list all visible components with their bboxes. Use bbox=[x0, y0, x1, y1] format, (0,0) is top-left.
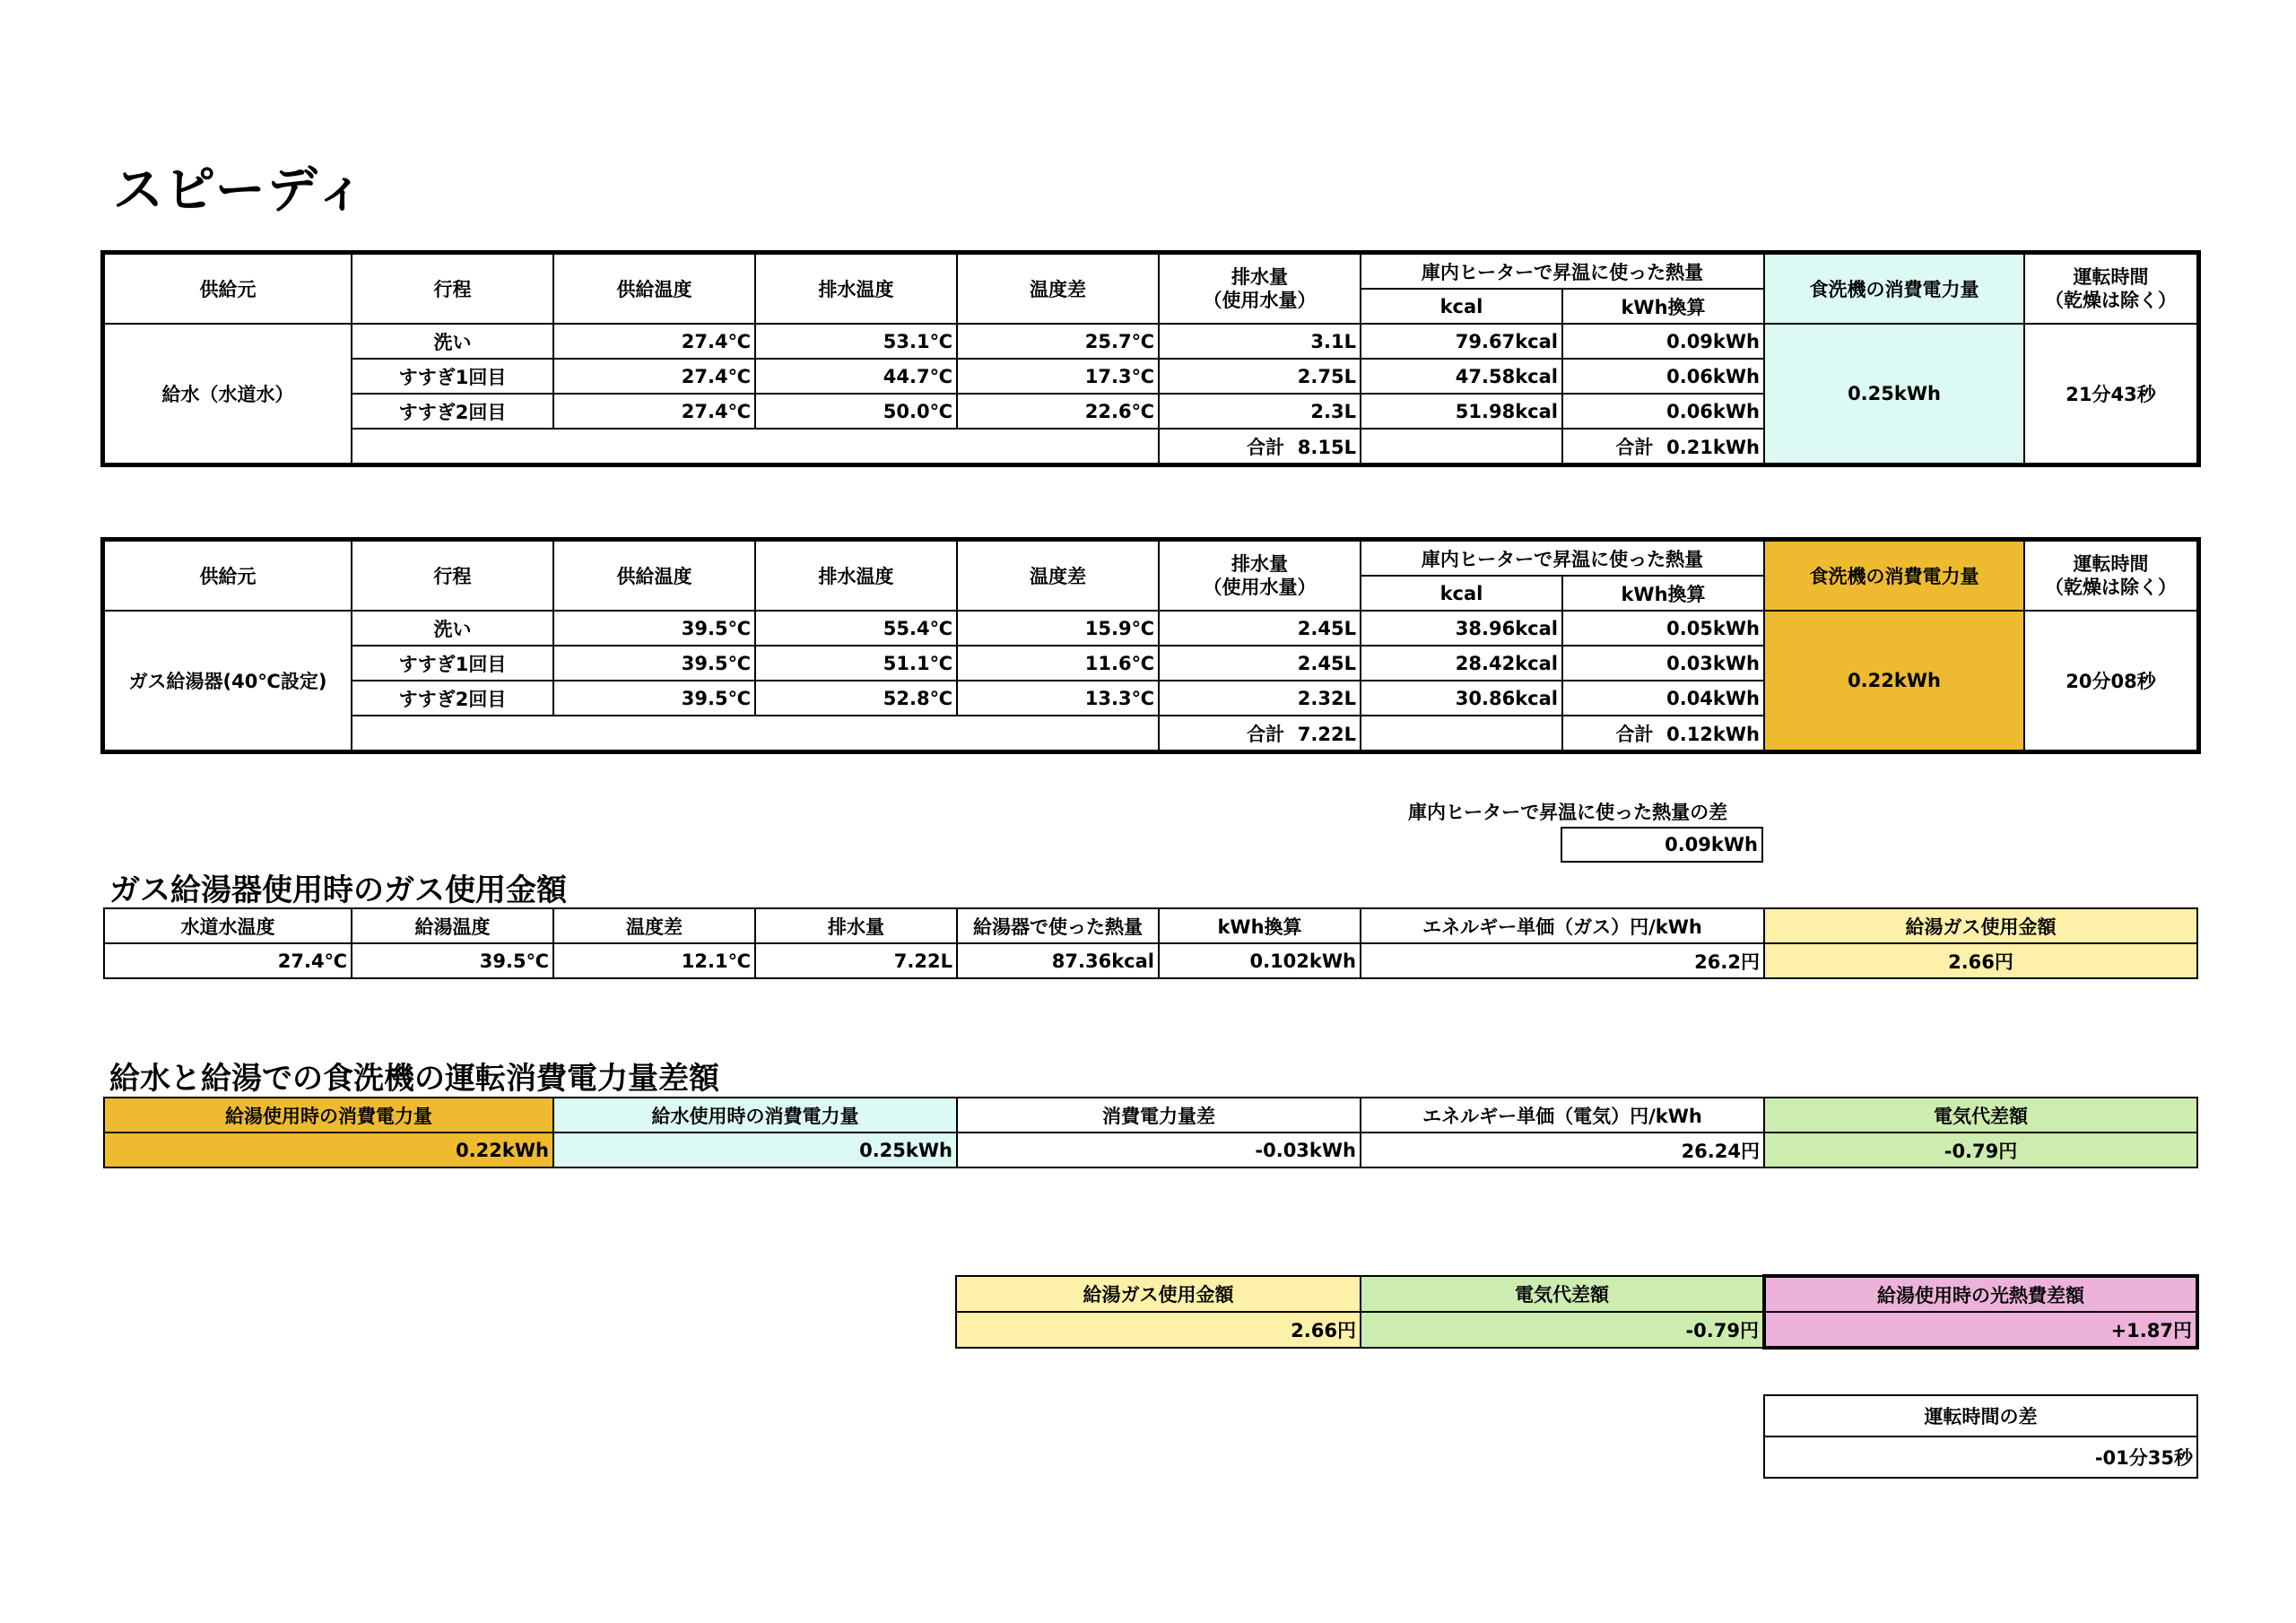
header-runtime-line2: （乾燥は除く） bbox=[2045, 577, 2178, 598]
kwh-cell: 0.06kWh bbox=[1562, 359, 1764, 394]
gas-heat: 87.36kcal bbox=[957, 943, 1159, 978]
table-row bbox=[104, 611, 2197, 646]
header-drain-volume bbox=[1159, 541, 1361, 611]
power-section-title: 給水と給湯での食洗機の運転消費電力量差額 bbox=[109, 1061, 719, 1097]
header-kwh: kWh換算 bbox=[1562, 576, 1764, 611]
kwh-cell: 0.05kWh bbox=[1562, 611, 1764, 646]
header-temp-diff: 温度差 bbox=[957, 254, 1159, 324]
page-title: スピーディ bbox=[113, 161, 368, 220]
header-drain-volume-line1: 排水量 bbox=[1231, 266, 1288, 288]
runtime-cell: 21分43秒 bbox=[2024, 324, 2197, 464]
header-drain-volume bbox=[1159, 254, 1361, 324]
gas-unit-price: 26.2円 bbox=[1361, 943, 1764, 978]
total-volume-cell bbox=[1159, 716, 1361, 751]
total-spacer bbox=[352, 429, 1159, 464]
total-kcal-empty bbox=[1361, 429, 1562, 464]
kcal-cell: 38.96kcal bbox=[1361, 611, 1562, 646]
kcal-cell: 47.58kcal bbox=[1361, 359, 1562, 394]
kcal-cell: 30.86kcal bbox=[1361, 681, 1562, 716]
volume-cell: 3.1L bbox=[1159, 324, 1361, 359]
runtime-diff-value: -01分35秒 bbox=[1764, 1436, 2197, 1478]
header-source: 供給元 bbox=[104, 541, 352, 611]
gas-cost-table bbox=[103, 907, 2198, 979]
gas-section-title: ガス給湯器使用時のガス使用金額 bbox=[109, 872, 567, 908]
runtime-diff-table bbox=[1763, 1394, 2198, 1479]
gas-header-heat: 給湯器で使った熱量 bbox=[957, 908, 1159, 943]
kcal-cell: 79.67kcal bbox=[1361, 324, 1562, 359]
gas-header-tap-temp: 水道水温度 bbox=[104, 908, 352, 943]
supply-temp-cell: 27.4℃ bbox=[553, 359, 755, 394]
table-row bbox=[104, 943, 2197, 978]
supply-temp-cell: 39.5℃ bbox=[553, 646, 755, 681]
temp-diff-cell: 15.9℃ bbox=[957, 611, 1159, 646]
process-cell: 洗い bbox=[352, 324, 553, 359]
header-drain-volume-line1: 排水量 bbox=[1231, 553, 1288, 575]
supply-temp-cell: 27.4℃ bbox=[553, 394, 755, 429]
header-power: 食洗機の消費電力量 bbox=[1764, 254, 2024, 324]
heat-diff-value: 0.09kWh bbox=[1561, 827, 1763, 863]
header-kcal: kcal bbox=[1361, 289, 1562, 324]
summary-electric: -0.79円 bbox=[1361, 1312, 1764, 1348]
header-kwh: kWh換算 bbox=[1562, 289, 1764, 324]
header-runtime-line2: （乾燥は除く） bbox=[2045, 290, 2178, 311]
gas-temp-diff: 12.1℃ bbox=[553, 943, 755, 978]
power-cell: 0.25kWh bbox=[1764, 324, 2024, 464]
power-header-cost-diff: 電気代差額 bbox=[1764, 1098, 2197, 1133]
process-cell: すすぎ1回目 bbox=[352, 646, 553, 681]
gas-header-hot-temp: 給湯温度 bbox=[352, 908, 553, 943]
gas-header-cost: 給湯ガス使用金額 bbox=[1764, 908, 2197, 943]
table-row bbox=[956, 1312, 2197, 1348]
header-heater-heat: 庫内ヒーターで昇温に使った熱量 bbox=[1361, 254, 1764, 289]
total-label: 合計 bbox=[1247, 723, 1285, 745]
header-runtime-line1: 運転時間 bbox=[2073, 266, 2149, 288]
volume-cell: 2.45L bbox=[1159, 646, 1361, 681]
total-kwh: 0.12kWh bbox=[1666, 723, 1761, 745]
gas-heater-table bbox=[103, 540, 2198, 751]
summary-table bbox=[955, 1274, 2199, 1350]
temp-diff-cell: 22.6℃ bbox=[957, 394, 1159, 429]
header-supply-temp: 供給温度 bbox=[553, 254, 755, 324]
process-cell: すすぎ2回目 bbox=[352, 394, 553, 429]
drain-temp-cell: 44.7℃ bbox=[755, 359, 957, 394]
gas-header-unit-price: エネルギー単価（ガス）円/kWh bbox=[1361, 908, 1764, 943]
power-header-diff: 消費電力量差 bbox=[957, 1098, 1361, 1133]
power-diff-table bbox=[103, 1097, 2198, 1168]
summary-header-total: 給湯使用時の光熱費差額 bbox=[1764, 1276, 2197, 1312]
kwh-cell: 0.09kWh bbox=[1562, 324, 1764, 359]
total-volume: 8.15L bbox=[1297, 436, 1356, 458]
total-kwh-cell bbox=[1562, 429, 1764, 464]
power-unit-price: 26.24円 bbox=[1361, 1133, 1764, 1167]
power-header-unit-price: エネルギー単価（電気）円/kWh bbox=[1361, 1098, 1764, 1133]
power-cost-diff: -0.79円 bbox=[1764, 1133, 2197, 1167]
drain-temp-cell: 55.4℃ bbox=[755, 611, 957, 646]
total-label: 合計 bbox=[1615, 723, 1654, 745]
power-cell: 0.22kWh bbox=[1764, 611, 2024, 751]
gas-tap-temp: 27.4℃ bbox=[104, 943, 352, 978]
gas-volume: 7.22L bbox=[755, 943, 957, 978]
summary-total: +1.87円 bbox=[1764, 1312, 2197, 1348]
header-temp-diff: 温度差 bbox=[957, 541, 1159, 611]
header-power: 食洗機の消費電力量 bbox=[1764, 541, 2024, 611]
water-supply-table bbox=[103, 253, 2198, 464]
table-row bbox=[104, 324, 2197, 359]
gas-header-temp-diff: 温度差 bbox=[553, 908, 755, 943]
header-drain-volume-line2: （使用水量） bbox=[1203, 577, 1317, 598]
power-header-hot: 給湯使用時の消費電力量 bbox=[104, 1098, 553, 1133]
drain-temp-cell: 51.1℃ bbox=[755, 646, 957, 681]
total-volume-cell bbox=[1159, 429, 1361, 464]
header-drain-volume-line2: （使用水量） bbox=[1203, 290, 1317, 311]
volume-cell: 2.45L bbox=[1159, 611, 1361, 646]
header-drain-temp: 排水温度 bbox=[755, 541, 957, 611]
volume-cell: 2.3L bbox=[1159, 394, 1361, 429]
gas-header-kwh: kWh換算 bbox=[1159, 908, 1361, 943]
power-water: 0.25kWh bbox=[553, 1133, 957, 1167]
gas-hot-temp: 39.5℃ bbox=[352, 943, 553, 978]
total-label: 合計 bbox=[1247, 436, 1285, 458]
total-label: 合計 bbox=[1615, 436, 1654, 458]
drain-temp-cell: 53.1℃ bbox=[755, 324, 957, 359]
total-spacer bbox=[352, 716, 1159, 751]
header-kcal: kcal bbox=[1361, 576, 1562, 611]
runtime-diff-label: 運転時間の差 bbox=[1764, 1395, 2197, 1436]
kwh-cell: 0.04kWh bbox=[1562, 681, 1764, 716]
runtime-cell: 20分08秒 bbox=[2024, 611, 2197, 751]
temp-diff-cell: 13.3℃ bbox=[957, 681, 1159, 716]
total-volume: 7.22L bbox=[1297, 723, 1356, 745]
supply-temp-cell: 39.5℃ bbox=[553, 681, 755, 716]
header-heater-heat: 庫内ヒーターで昇温に使った熱量 bbox=[1361, 541, 1764, 576]
kwh-cell: 0.06kWh bbox=[1562, 394, 1764, 429]
kwh-cell: 0.03kWh bbox=[1562, 646, 1764, 681]
volume-cell: 2.32L bbox=[1159, 681, 1361, 716]
process-cell: すすぎ2回目 bbox=[352, 681, 553, 716]
power-header-water: 給水使用時の消費電力量 bbox=[553, 1098, 957, 1133]
header-runtime bbox=[2024, 254, 2197, 324]
summary-header-gas: 給湯ガス使用金額 bbox=[956, 1276, 1361, 1312]
source-cell: 給水（水道水） bbox=[104, 324, 352, 464]
header-runtime bbox=[2024, 541, 2197, 611]
header-supply-temp: 供給温度 bbox=[553, 541, 755, 611]
kcal-cell: 51.98kcal bbox=[1361, 394, 1562, 429]
header-process: 行程 bbox=[352, 541, 553, 611]
temp-diff-cell: 17.3℃ bbox=[957, 359, 1159, 394]
summary-gas: 2.66円 bbox=[956, 1312, 1361, 1348]
total-kwh-cell bbox=[1562, 716, 1764, 751]
source-cell: ガス給湯器(40℃設定) bbox=[104, 611, 352, 751]
drain-temp-cell: 50.0℃ bbox=[755, 394, 957, 429]
process-cell: 洗い bbox=[352, 611, 553, 646]
header-source: 供給元 bbox=[104, 254, 352, 324]
summary-header-electric: 電気代差額 bbox=[1361, 1276, 1764, 1312]
drain-temp-cell: 52.8℃ bbox=[755, 681, 957, 716]
volume-cell: 2.75L bbox=[1159, 359, 1361, 394]
supply-temp-cell: 39.5℃ bbox=[553, 611, 755, 646]
header-runtime-line1: 運転時間 bbox=[2073, 553, 2149, 575]
total-kwh: 0.21kWh bbox=[1666, 436, 1761, 458]
temp-diff-cell: 11.6℃ bbox=[957, 646, 1159, 681]
gas-cost: 2.66円 bbox=[1764, 943, 2197, 978]
header-drain-temp: 排水温度 bbox=[755, 254, 957, 324]
power-diff: -0.03kWh bbox=[957, 1133, 1361, 1167]
heat-diff-label: 庫内ヒーターで昇温に使った熱量の差 bbox=[1408, 802, 1728, 823]
header-process: 行程 bbox=[352, 254, 553, 324]
temp-diff-cell: 25.7℃ bbox=[957, 324, 1159, 359]
process-cell: すすぎ1回目 bbox=[352, 359, 553, 394]
total-kcal-empty bbox=[1361, 716, 1562, 751]
power-hot: 0.22kWh bbox=[104, 1133, 553, 1167]
supply-temp-cell: 27.4℃ bbox=[553, 324, 755, 359]
gas-header-volume: 排水量 bbox=[755, 908, 957, 943]
kcal-cell: 28.42kcal bbox=[1361, 646, 1562, 681]
gas-kwh: 0.102kWh bbox=[1159, 943, 1361, 978]
table-row bbox=[104, 1133, 2197, 1167]
